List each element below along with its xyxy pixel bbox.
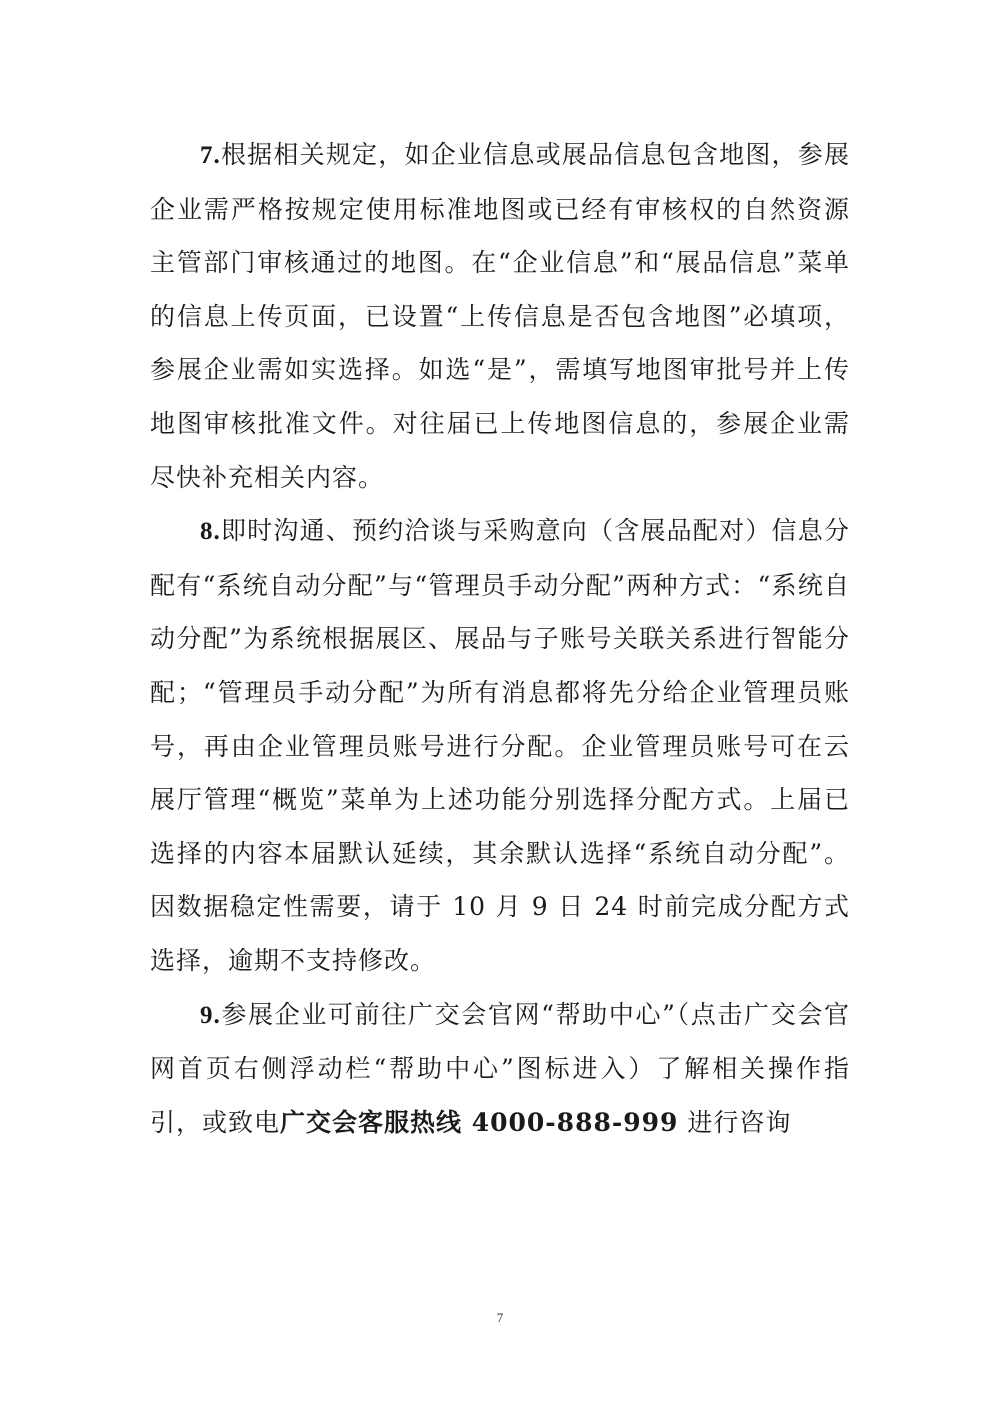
paragraph-7 xyxy=(150,128,850,504)
page-number: 7 xyxy=(496,1310,504,1325)
paragraph-text: 即时沟通、预约洽谈与采购意向（含展品配对）信息分配有“系统自动分配”与“管理员手动分配”两种方式：“系统自动分配”为系统根据展区、展品与子账号关联关系进行智能分配；“管理员手动分配”为所有消息都将先分给企业管理员账号，再由企业管理员账号进行分配。企业管理员账号可在云展厅管理“概览”菜单为上述功能分别选择分配方式。上届已选择的内容本届默认延续，其余默认选择“系统自动分配”。因数据稳定性需要，请于 10 月 9 日 24 时前完成分配方式选择，逾期不支持修改。 xyxy=(150,516,850,975)
paragraph-text: 根据相关规定，如企业信息或展品信息包含地图，参展企业需严格按规定使用标准地图或已经有审核权的自然资源主管部门审核通过的地图。在“企业信息”和“展品信息”菜单的信息上传页面，已设置“上传信息是否包含地图”必填项，参展企业需如实选择。如选“是”，需填写地图审批号并上传地图审核批准文件。对往届已上传地图信息的，参展企业需尽快补充相关内容。 xyxy=(150,140,850,492)
paragraph-number: 7. xyxy=(200,142,221,169)
paragraph-number: 8. xyxy=(200,518,221,546)
paragraph-text: 参展企业可前往广交会官网“帮助中心”（点击广交会官网首页右侧浮动栏“帮助中心”图标进入）了解相关操作指引，或致电 xyxy=(150,999,850,1137)
hotline-text: 广交会客服热线 4000-888-999 xyxy=(280,1107,679,1137)
paragraph-9 xyxy=(150,988,850,1150)
paragraph-text-end: 进行咨询 xyxy=(678,1107,792,1137)
paragraph-8 xyxy=(150,504,850,987)
document-body xyxy=(150,128,850,1149)
paragraph-number: 9. xyxy=(200,1001,221,1029)
